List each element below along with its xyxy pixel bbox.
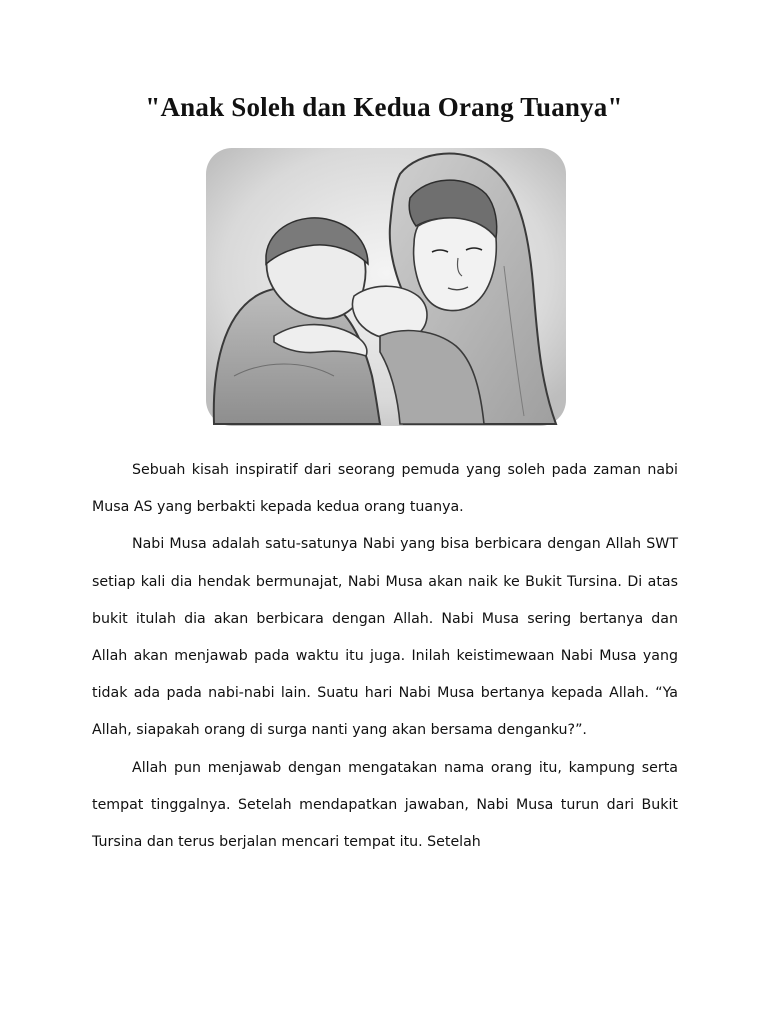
story-text [92,452,678,861]
paragraph-2: Nabi Musa adalah satu-satunya Nabi yang bisa berbicara dengan Allah SWT setiap kali dia hendak bermunajat, Nabi Musa akan naik ke Bukit Tursina. Di atas bukit itulah dia akan berbicara dengan Allah. Nabi Musa sering bertanya dan Allah akan menjawab pada waktu itu juga. Inilah keistimewaan Nabi Musa yang tidak ada pada nabi-nabi lain. Suatu hari Nabi Musa bertanya kepada Allah. “Ya Allah, siapakah orang di surga nanti yang akan bersama denganku?”. [92,536,678,739]
paragraph-1: Sebuah kisah inspiratif dari seorang pemuda yang soleh pada zaman nabi Musa AS yang berbakti kepada kedua orang tuanya. [92,462,678,516]
page-title: "Anak Soleh dan Kedua Orang Tuanya" [145,92,623,122]
illustration-drawing [204,146,568,428]
mother-and-son-illustration [204,146,568,428]
paragraph-3: Allah pun menjawab dengan mengatakan nama orang itu, kampung serta tempat tinggalnya. Setelah mendapatkan jawaban, Nabi Musa turun dari Bukit Tursina dan terus berjalan mencari tempat itu. Setelah [92,759,678,851]
